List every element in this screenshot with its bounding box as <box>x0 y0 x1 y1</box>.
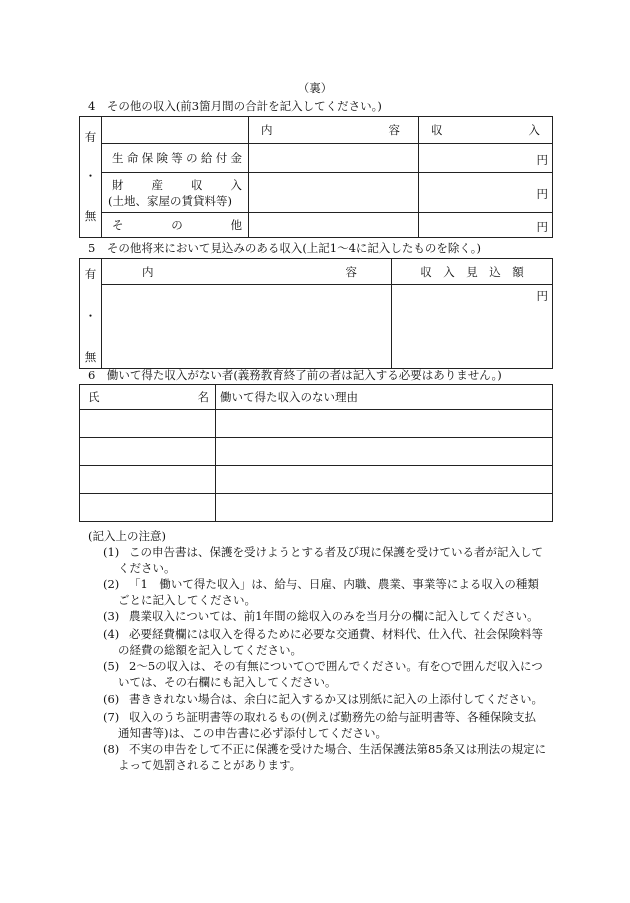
other-content-field[interactable] <box>249 213 419 238</box>
row-label-property <box>102 173 249 213</box>
label-char: の <box>171 218 183 232</box>
section6-table <box>79 384 553 522</box>
label-char: 生 <box>112 151 124 165</box>
yen-unit: 円 <box>536 219 548 234</box>
note-item-4 <box>103 626 555 658</box>
note-line: 通知書等)は、この申告書に必ず添付してください。 <box>118 726 387 740</box>
property-amount-field[interactable] <box>419 173 553 213</box>
yes-mark: 有 <box>84 267 97 281</box>
note-line: の経費の総額を記入してください。 <box>118 643 302 657</box>
expected-amount-field[interactable] <box>392 285 553 368</box>
header-income-right: 入 <box>528 123 540 137</box>
header-content-right: 容 <box>388 123 400 137</box>
note-line: 農業収入については、前1年間の総収入のみを当月分の欄に記入してください。 <box>129 609 539 623</box>
header-expected-income: 収 入 見 込 額 <box>392 259 553 285</box>
header-content <box>102 259 392 285</box>
no-mark: 無 <box>84 350 97 364</box>
dot-mark: ・ <box>84 169 97 184</box>
note-line: 不実の申告をして不正に保護を受けた場合、生活保護法第85条又は刑法の規定に <box>129 742 547 756</box>
property-content-field[interactable] <box>249 173 419 213</box>
label-char: 財 <box>112 177 124 192</box>
header-blank <box>102 117 249 144</box>
header-content-right: 容 <box>345 264 357 279</box>
note-line: 2～5の収入は、その有無について○で囲んでください。有を○で囲んだ収入につ <box>129 659 543 673</box>
row-label-other <box>102 213 249 238</box>
header-name <box>80 385 216 410</box>
section5-yes-no[interactable] <box>80 259 102 369</box>
name-field[interactable] <box>80 494 216 522</box>
note-line: ごとに記入してください。 <box>118 593 256 607</box>
expected-content-field[interactable] <box>102 285 392 368</box>
label-char: 付 <box>215 151 228 165</box>
life-insurance-amount-field[interactable] <box>419 144 553 173</box>
header-content-left: 内 <box>261 123 273 137</box>
label-char: 収 <box>191 177 203 192</box>
header-content <box>249 117 419 144</box>
note-number: (3) <box>103 609 120 623</box>
header-content-left: 内 <box>142 264 154 279</box>
dot-mark: ・ <box>84 308 97 323</box>
label-char: 給 <box>200 151 213 165</box>
label-char: 入 <box>230 177 242 192</box>
note-number: (2) <box>103 577 120 591</box>
note-line: 「1 働いて得た収入」は、給与、日雇、内職、農業、事業等による収入の種類 <box>129 577 539 591</box>
label-char: 他 <box>230 218 242 232</box>
no-mark: 無 <box>84 208 97 223</box>
header-income-left: 収 <box>431 123 443 137</box>
label-char: 命 <box>126 151 139 165</box>
row-label-life-insurance <box>102 144 249 173</box>
note-number: (6) <box>103 692 120 706</box>
yen-unit: 円 <box>536 187 548 201</box>
note-line: この申告書は、保護を受けようとする者及び現に保護を受けている者が記入して <box>129 545 543 559</box>
life-insurance-content-field[interactable] <box>249 144 419 173</box>
note-line: 必要経費欄には収入を得るために必要な交通費、材料代、仕入代、社会保険料等 <box>129 627 543 641</box>
section5-title: 5 その他将来において見込みのある収入(上記1～4に記入したものを除く。) <box>88 241 481 255</box>
note-line: ください。 <box>118 561 176 575</box>
note-line: 収入のうち証明書等の取れるもの(例えば勤務先の給与証明書等、各種保険支払 <box>129 710 536 724</box>
name-field[interactable] <box>80 466 216 494</box>
section5-table <box>79 258 553 369</box>
header-name-left: 氏 <box>88 390 100 404</box>
section6-title: 6 働いて得た収入がない者(義務教育終了前の者は記入する必要はありません。) <box>88 368 502 382</box>
label-char: 等 <box>171 151 183 165</box>
label-char: の <box>186 151 198 165</box>
header-income <box>419 117 553 144</box>
note-item-7 <box>103 709 555 741</box>
label-char: 金 <box>230 151 242 165</box>
note-number: (8) <box>103 742 120 756</box>
property-sublabel: (土地、家屋の賃貸料等) <box>108 193 232 208</box>
note-line: いては、その右欄にも記入してください。 <box>118 675 337 689</box>
name-field[interactable] <box>80 438 216 466</box>
section4-title: 4 その他の収入(前3箇月間の合計を記入してください。) <box>88 99 382 113</box>
name-field[interactable] <box>80 410 216 438</box>
label-char: そ <box>112 218 124 232</box>
yen-unit: 円 <box>536 289 548 304</box>
reason-field[interactable] <box>216 410 553 438</box>
yes-mark: 有 <box>84 129 97 144</box>
note-item-3 <box>103 608 555 624</box>
label-char: 産 <box>151 177 163 192</box>
note-item-1 <box>103 544 555 576</box>
label-char: 保 <box>141 151 154 165</box>
note-number: (4) <box>103 627 120 641</box>
header-name-right: 名 <box>197 390 209 404</box>
note-line: よって処罰されることがあります。 <box>118 758 302 772</box>
header-reason: 働いて得た収入のない理由 <box>216 385 553 410</box>
page-label: （裏） <box>297 81 333 95</box>
note-item-5 <box>103 658 555 690</box>
reason-field[interactable] <box>216 438 553 466</box>
reason-field[interactable] <box>216 466 553 494</box>
section4-table <box>79 116 553 238</box>
other-amount-field[interactable] <box>419 213 553 238</box>
note-item-8 <box>103 741 555 773</box>
reason-field[interactable] <box>216 494 553 522</box>
label-char: 険 <box>156 151 168 165</box>
note-item-2 <box>103 576 555 608</box>
note-line: 書ききれない場合は、余白に記入するか又は別紙に記入の上添付してください。 <box>129 692 543 706</box>
note-number: (5) <box>103 659 120 673</box>
note-item-6 <box>103 691 555 707</box>
note-number: (7) <box>103 710 120 724</box>
section4-yes-no[interactable] <box>80 117 102 238</box>
notes-heading: (記入上の注意) <box>88 529 166 543</box>
yen-unit: 円 <box>536 152 548 167</box>
note-number: (1) <box>103 545 120 559</box>
